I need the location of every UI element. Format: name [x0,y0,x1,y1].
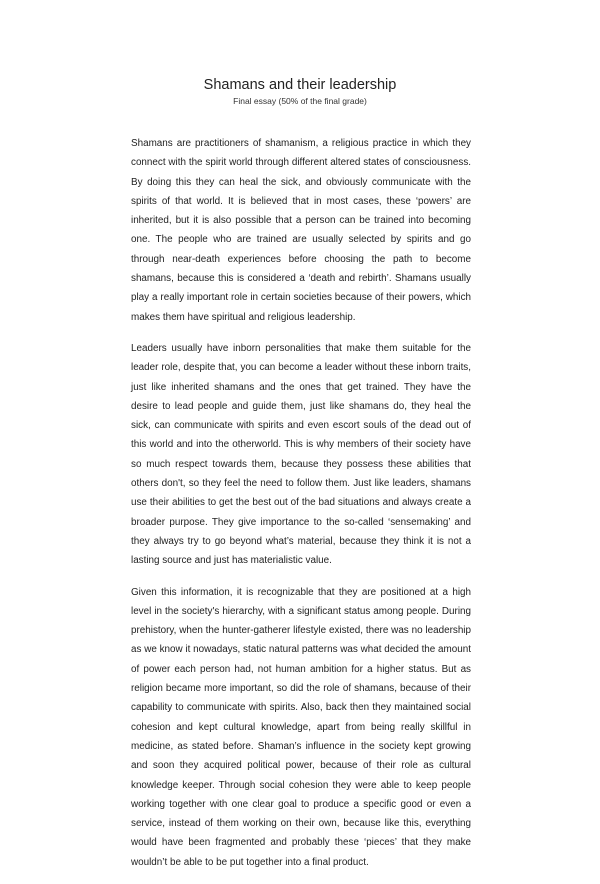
document-title: Shamans and their leadership [203,77,397,93]
paragraph-3: Given this information, it is recognizable that they are positioned at a high level in the society's hierarchy, with a significant status among people. During prehistory, when the hunter-gatherer lifestyle existed, there was no leadership as we know it nowadays, static natural patterns was what decided the amount of power each person had, not human ambition for a higher status. But as religion became more important, so did the role of shamans, because of their capability to communicate with spirits. Also, back then they maintained social cohesion and kept cultural knowledge, apart from being really skillful in medicine, as stated before. Shaman’s influence in the society kept growing and soon they acquired political power, because of their role as cultural knowledge keeper. Through social cohesion they were able to keep people working together with one clear goal to produce a specific good or even a service, instead of them working on their own, because like this, everything would have been fragmented and probably these ‘pieces’ that they make wouldn’t be able to be put together into a final product. [131,586,471,868]
paragraph-1: Shamans are practitioners of shamanism, a religious practice in which they connect with the spirit world through different altered states of consciousness. By doing this they can heal the sick, and obviously communicate with the spirits of that world. It is believed that in most cases, these ‘powers’ are inherited, but it is also possible that a person can be trained into becoming one. The people who are trained are usually selected by spirits and go through near-death experiences before choosing the path to become shamans, because this is considered a ‘death and rebirth’. Shamans usually play a really important role in certain societies because of their powers, which makes them have spiritual and religious leadership. [131,138,471,323]
paragraph-2: Leaders usually have inborn personalities that make them suitable for the leader role, despite that, you can become a leader without these inborn traits, just like inherited shamans and the ones that get trained. They have the desire to lead people and guide them, just like shamans do, they heal the sick, can communicate with spirits and even escort souls of the dead out of this world and into the otherworld. This is why members of their society have so much respect towards them, because they possess these abilities that others don't, so they feel the need to follow them. Just like leaders, shamans use their abilities to get the best out of the bad situations and always create a broader purpose. They give importance to the so-called ‘sensemaking’ and they always try to go beyond what’s material, because they think it is not a lasting source and just has materialistic value. [131,342,471,567]
document-subtitle: Final essay (50% of the final grade) [233,96,367,106]
document-body [131,134,471,884]
